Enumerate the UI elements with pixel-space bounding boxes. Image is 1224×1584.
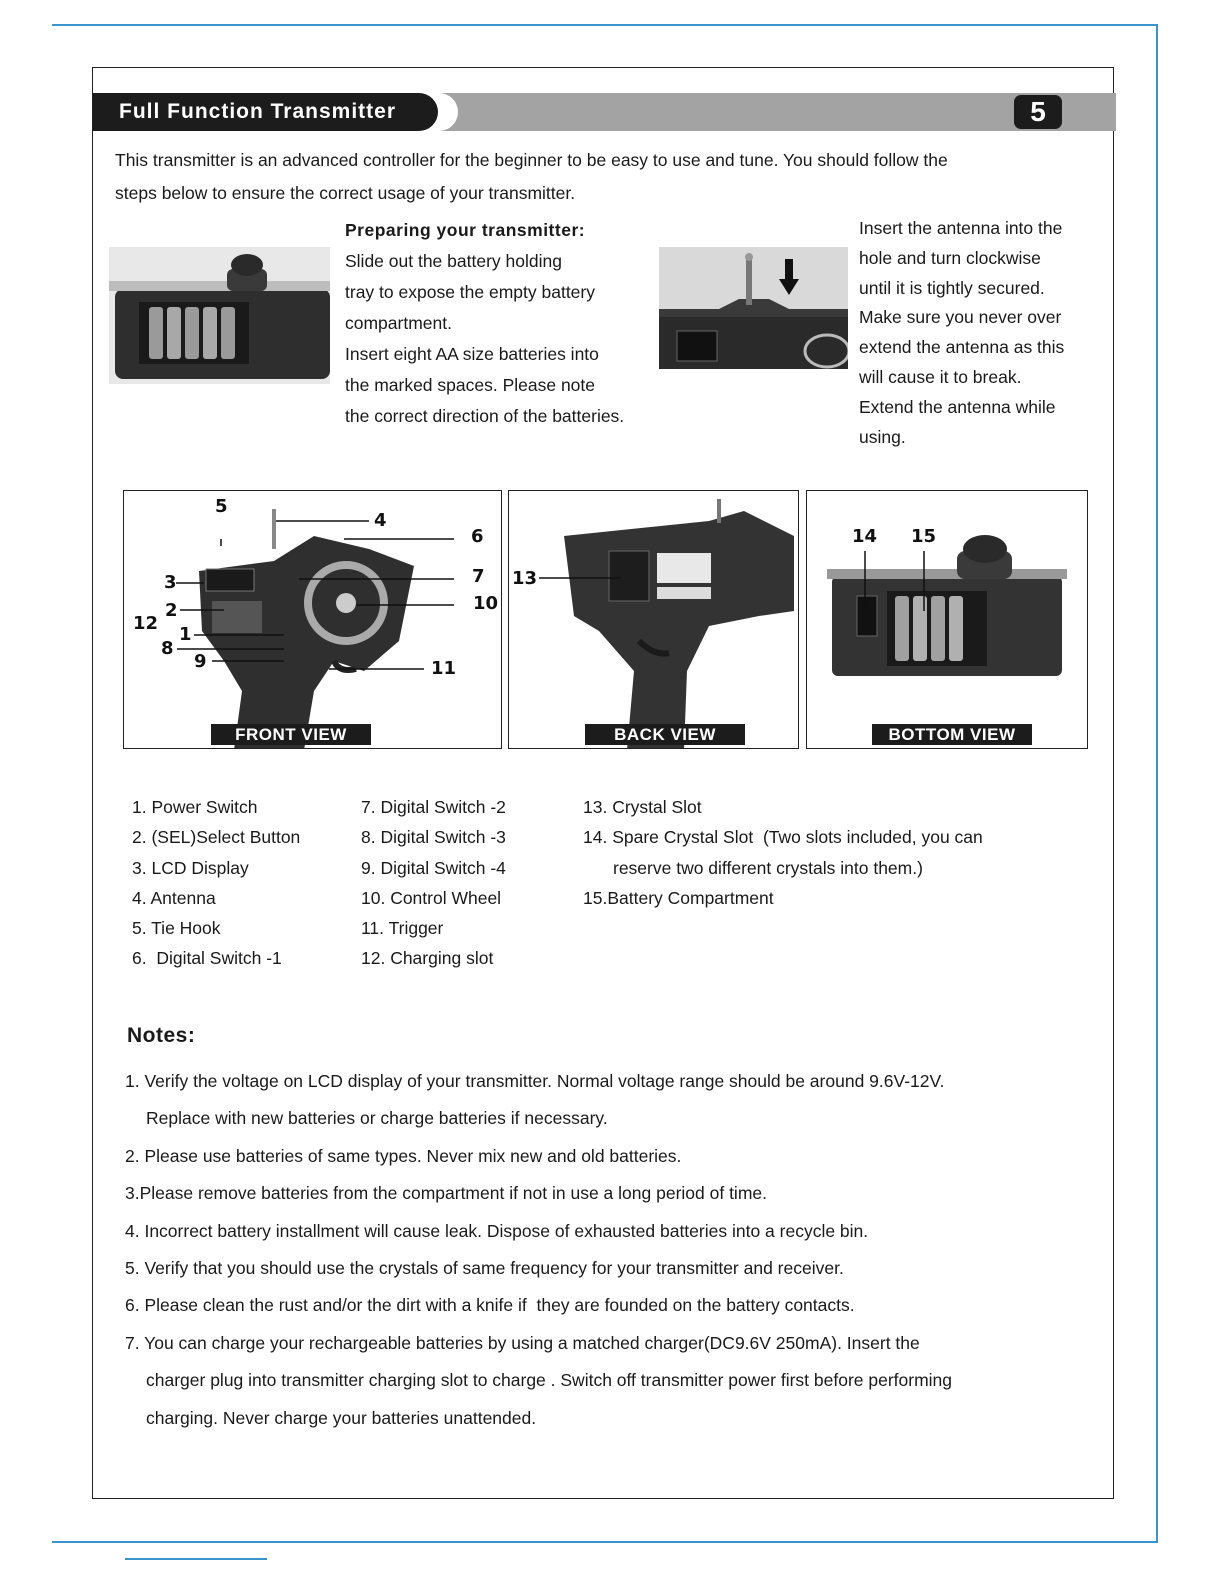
legend-item: 9. Digital Switch -4 xyxy=(361,857,506,878)
preparing-line: tray to expose the empty battery xyxy=(345,282,595,302)
legend-item: 7. Digital Switch -2 xyxy=(361,797,506,817)
front-view-panel xyxy=(123,490,502,749)
callout-12: 12 xyxy=(133,613,159,634)
notes-list xyxy=(125,1063,1100,1437)
callout-3: 3 xyxy=(164,572,177,593)
legend-item: 8. Digital Switch -3 xyxy=(361,827,506,848)
preparing-line: the marked spaces. Please note xyxy=(345,375,596,395)
front-view-label: FRONT VIEW xyxy=(211,724,371,745)
callout-11: 11 xyxy=(431,658,457,679)
intro-line: This transmitter is an advanced controller for the beginner to be easy to use and tune. You should follow the xyxy=(115,150,948,170)
preparing-line: Slide out the battery holding xyxy=(345,251,562,271)
bottom-border-line xyxy=(52,1541,1158,1543)
right-border-line xyxy=(1156,24,1158,1543)
preparing-line: compartment. xyxy=(345,313,452,333)
preparing-line: Insert eight AA size batteries into xyxy=(345,344,599,364)
legend-item: 15.Battery Compartment xyxy=(583,887,774,908)
legend-column-2 xyxy=(361,792,506,974)
note-line: 5. Verify that you should use the crystals of same frequency for your transmitter and receiver. xyxy=(125,1258,844,1279)
antenna-line: hole and turn clockwise xyxy=(859,247,1041,268)
preparing-line: the correct direction of the batteries. xyxy=(345,406,625,426)
callout-7: 7 xyxy=(472,566,485,587)
antenna-photo xyxy=(659,247,848,369)
back-view-label: BACK VIEW xyxy=(585,724,745,745)
front-view-illustration xyxy=(124,491,502,749)
intro-paragraph xyxy=(115,144,1105,210)
note-line: 3.Please remove batteries from the compartment if not in use a long period of time. xyxy=(125,1183,767,1204)
back-view-panel xyxy=(508,490,799,749)
preparing-section xyxy=(345,215,665,432)
note-line: 1. Verify the voltage on LCD display of your transmitter. Normal voltage range should be around 9.6V-12V. xyxy=(125,1071,945,1091)
intro-line: steps below to ensure the correct usage of your transmitter. xyxy=(115,183,576,203)
callout-4: 4 xyxy=(374,510,387,531)
notes-title: Notes: xyxy=(127,1024,196,1047)
note-line: charging. Never charge your batteries unattended. xyxy=(146,1407,537,1428)
legend-column-3 xyxy=(583,792,983,913)
antenna-line: extend the antenna as this xyxy=(859,337,1065,358)
legend-item: 1. Power Switch xyxy=(132,797,258,817)
bottom-view-label: BOTTOM VIEW xyxy=(872,724,1032,745)
preparing-title: Preparing your transmitter: xyxy=(345,220,586,240)
antenna-line: until it is tightly secured. xyxy=(859,277,1045,298)
legend-item: 4. Antenna xyxy=(132,887,216,908)
note-line: 6. Please clean the rust and/or the dirt with a knife if they are founded on the battery contacts. xyxy=(125,1295,855,1316)
antenna-line: Extend the antenna while xyxy=(859,396,1056,417)
legend-item: 14. Spare Crystal Slot (Two slots included, you can xyxy=(583,827,983,848)
legend-item: 2. (SEL)Select Button xyxy=(132,827,301,848)
note-line: 4. Incorrect battery installment will cause leak. Dispose of exhausted batteries into a recycle bin. xyxy=(125,1220,869,1241)
legend-item: 13. Crystal Slot xyxy=(583,797,702,817)
callout-5: 5 xyxy=(215,496,228,517)
legend-item: 12. Charging slot xyxy=(361,948,494,969)
legend-item: 10. Control Wheel xyxy=(361,887,502,908)
callout-6: 6 xyxy=(471,526,484,547)
bottom-view-illustration xyxy=(807,491,1088,749)
antenna-line: Insert the antenna into the xyxy=(859,218,1063,238)
note-line: Replace with new batteries or charge batteries if necessary. xyxy=(146,1108,608,1129)
page-title: Full Function Transmitter xyxy=(93,93,438,131)
top-border-line xyxy=(52,24,1158,26)
note-line: 7. You can charge your rechargeable batteries by using a matched charger(DC9.6V 250mA). Insert the xyxy=(125,1332,920,1353)
battery-tray-photo xyxy=(109,247,330,384)
bottom-view-panel xyxy=(806,490,1088,749)
note-line: 2. Please use batteries of same types. Never mix new and old batteries. xyxy=(125,1145,682,1166)
note-line: charger plug into transmitter charging slot to charge . Switch off transmitter power first before performing xyxy=(146,1370,953,1391)
callout-2: 2 xyxy=(165,600,178,621)
antenna-line: will cause it to break. xyxy=(859,366,1022,387)
callout-8: 8 xyxy=(161,638,174,659)
callout-1: 1 xyxy=(179,624,192,645)
callout-13: 13 xyxy=(512,568,538,589)
footer-accent-line xyxy=(125,1558,267,1560)
antenna-line: using. xyxy=(859,426,906,447)
down-arrow-icon xyxy=(779,259,799,295)
back-view-illustration xyxy=(509,491,799,749)
callout-10: 10 xyxy=(473,593,499,614)
legend-item: reserve two different crystals into them.) xyxy=(613,857,923,878)
callout-15: 15 xyxy=(911,526,937,547)
antenna-section xyxy=(859,214,1109,452)
callout-9: 9 xyxy=(194,651,207,672)
battery-tray-illustration xyxy=(109,247,330,384)
antenna-line: Make sure you never over xyxy=(859,307,1062,328)
legend-column-1 xyxy=(132,792,300,974)
callout-14: 14 xyxy=(852,526,878,547)
antenna-illustration xyxy=(659,247,848,369)
legend-item: 11. Trigger xyxy=(361,918,444,939)
legend-item: 5. Tie Hook xyxy=(132,918,221,939)
legend-item: 6. Digital Switch -1 xyxy=(132,948,282,969)
legend-item: 3. LCD Display xyxy=(132,857,249,878)
page-number-badge: 5 xyxy=(1014,95,1062,129)
